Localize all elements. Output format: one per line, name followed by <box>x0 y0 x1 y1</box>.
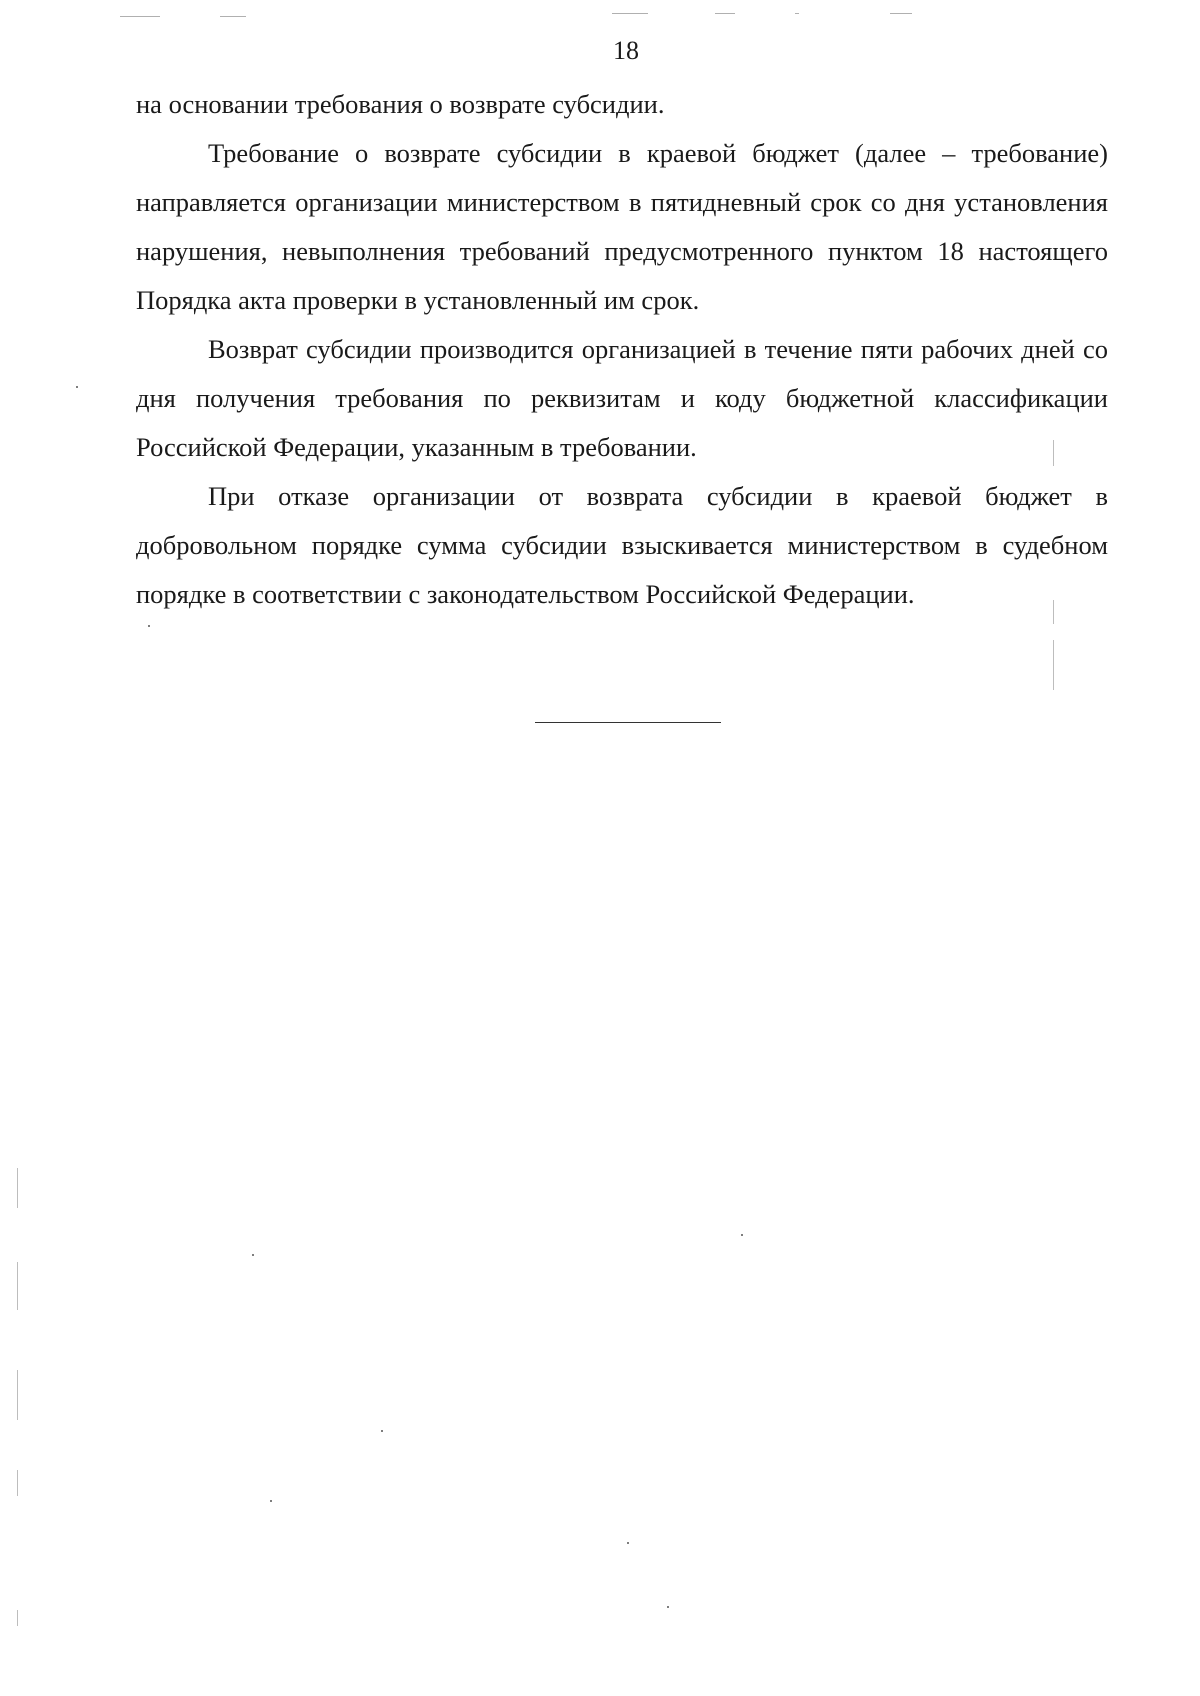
scan-artifact <box>17 1262 18 1310</box>
scan-artifact <box>148 625 150 627</box>
scan-artifact <box>627 1542 629 1544</box>
paragraph: Требование о возврате субсидии в краевой бюджет (далее – требование) направляется организации министерством в пятидневный срок со дня установления нарушения, невыполнения требований предусмотренного пунктом 18 настоящего Порядка акта проверки в установленный им срок. <box>136 138 1108 315</box>
page-number: 18 <box>613 36 639 65</box>
scan-artifact <box>76 386 78 388</box>
document-body <box>136 80 1108 619</box>
scan-artifact <box>220 16 246 17</box>
scan-artifact <box>252 1254 254 1256</box>
scan-artifact <box>17 1610 18 1626</box>
paragraph: на основании требования о возврате субсидии. <box>136 89 665 119</box>
closing-separator-line <box>535 722 721 723</box>
scan-artifact <box>17 1470 18 1496</box>
scan-artifact <box>270 1500 272 1502</box>
scan-artifact <box>741 1234 743 1236</box>
scan-artifact <box>890 13 912 14</box>
scan-artifact <box>667 1606 669 1608</box>
scan-artifact <box>1053 440 1054 466</box>
paragraph: При отказе организации от возврата субсидии в краевой бюджет в добровольном порядке сумма субсидии взыскивается министерством в судебном порядке в соответствии с законодательством Российской Федерации. <box>136 481 1108 609</box>
scan-artifact <box>1053 600 1054 624</box>
scan-artifact <box>17 1370 18 1420</box>
scan-artifact <box>715 13 735 14</box>
paragraph: Возврат субсидии производится организацией в течение пяти рабочих дней со дня получения требования по реквизитам и коду бюджетной классификации Российской Федерации, указанным в требовании. <box>136 334 1108 462</box>
scan-artifact <box>120 16 160 17</box>
scan-artifact <box>612 13 648 14</box>
scan-artifact <box>1053 640 1054 690</box>
scan-artifact <box>381 1430 383 1432</box>
scan-artifact <box>795 13 799 14</box>
scan-artifact <box>17 1168 18 1208</box>
